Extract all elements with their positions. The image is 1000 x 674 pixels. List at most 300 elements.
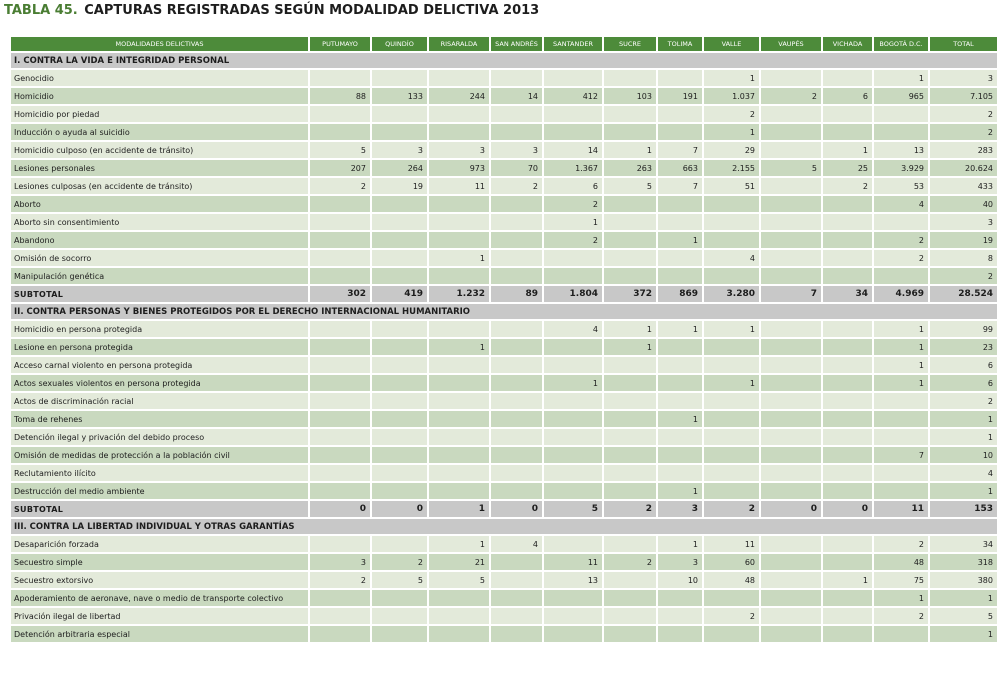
value-cell: [429, 321, 489, 337]
value-cell: [310, 411, 370, 427]
value-cell: [704, 429, 759, 445]
value-cell: [761, 590, 821, 606]
value-cell: 1: [544, 375, 602, 391]
value-cell: [372, 196, 427, 212]
value-cell: [823, 608, 872, 624]
value-cell: [372, 411, 427, 427]
value-cell: 4: [491, 536, 542, 552]
value-cell: 1.367: [544, 160, 602, 176]
subtotal-cell: 0: [310, 501, 370, 517]
value-cell: [823, 268, 872, 284]
value-cell: [372, 375, 427, 391]
value-cell: 8: [930, 250, 997, 266]
column-header: VAUPÉS: [761, 37, 821, 51]
row-label: Toma de rehenes: [11, 411, 308, 427]
value-cell: 2: [930, 393, 997, 409]
value-cell: [823, 554, 872, 570]
value-cell: 6: [544, 178, 602, 194]
table-row: [11, 88, 997, 104]
value-cell: 2: [823, 178, 872, 194]
value-cell: 5: [429, 572, 489, 588]
value-cell: 1.037: [704, 88, 759, 104]
column-header: QUINDÍO: [372, 37, 427, 51]
row-label: Lesione en persona protegida: [11, 339, 308, 355]
value-cell: [544, 124, 602, 140]
value-cell: 75: [874, 572, 928, 588]
value-cell: 7.105: [930, 88, 997, 104]
value-cell: [372, 483, 427, 499]
value-cell: [429, 375, 489, 391]
value-cell: [823, 339, 872, 355]
value-cell: 13: [544, 572, 602, 588]
value-cell: [761, 70, 821, 86]
value-cell: [704, 465, 759, 481]
value-cell: [704, 411, 759, 427]
table-row: [11, 429, 997, 445]
value-cell: 1: [429, 250, 489, 266]
value-cell: [310, 393, 370, 409]
row-label: Abandono: [11, 232, 308, 248]
value-cell: [491, 447, 542, 463]
value-cell: [491, 590, 542, 606]
subtotal-cell: 11: [874, 501, 928, 517]
value-cell: [874, 268, 928, 284]
value-cell: [823, 465, 872, 481]
value-cell: 2: [310, 572, 370, 588]
value-cell: 133: [372, 88, 427, 104]
value-cell: [429, 196, 489, 212]
subtotal-cell: 7: [761, 286, 821, 302]
value-cell: [429, 483, 489, 499]
column-header: SUCRE: [604, 37, 656, 51]
value-cell: [544, 590, 602, 606]
value-cell: [491, 626, 542, 642]
value-cell: [604, 250, 656, 266]
value-cell: [372, 357, 427, 373]
value-cell: [372, 339, 427, 355]
value-cell: [310, 536, 370, 552]
value-cell: 2: [491, 178, 542, 194]
column-header: TOTAL: [930, 37, 997, 51]
value-cell: 264: [372, 160, 427, 176]
value-cell: [823, 411, 872, 427]
value-cell: [761, 393, 821, 409]
value-cell: [491, 339, 542, 355]
value-cell: 1: [544, 214, 602, 230]
value-cell: 99: [930, 321, 997, 337]
subtotal-cell: 1.804: [544, 286, 602, 302]
row-label: Homicidio por piedad: [11, 106, 308, 122]
value-cell: [704, 268, 759, 284]
table-row: [11, 339, 997, 355]
table-number: TABLA 45.: [4, 3, 78, 18]
subtotal-cell: 869: [658, 286, 702, 302]
value-cell: [704, 357, 759, 373]
value-cell: 663: [658, 160, 702, 176]
value-cell: 380: [930, 572, 997, 588]
value-cell: [310, 196, 370, 212]
value-cell: [310, 124, 370, 140]
value-cell: 3: [930, 214, 997, 230]
subtotal-cell: 0: [761, 501, 821, 517]
row-label: Desaparición forzada: [11, 536, 308, 552]
column-header: VALLE: [704, 37, 759, 51]
row-label: Homicidio culposo (en accidente de tránsito): [11, 142, 308, 158]
value-cell: [604, 375, 656, 391]
value-cell: [491, 106, 542, 122]
value-cell: 1: [658, 321, 702, 337]
value-cell: [823, 626, 872, 642]
value-cell: [604, 357, 656, 373]
value-cell: 53: [874, 178, 928, 194]
value-cell: 5: [310, 142, 370, 158]
value-cell: [874, 393, 928, 409]
value-cell: 1: [704, 70, 759, 86]
value-cell: [823, 357, 872, 373]
value-cell: [761, 268, 821, 284]
value-cell: [761, 196, 821, 212]
table-row: [11, 178, 997, 194]
table-row: [11, 375, 997, 391]
value-cell: 2: [310, 178, 370, 194]
value-cell: 244: [429, 88, 489, 104]
value-cell: 40: [930, 196, 997, 212]
subtotal-cell: 419: [372, 286, 427, 302]
row-label: Privación ilegal de libertad: [11, 608, 308, 624]
value-cell: [429, 124, 489, 140]
subtotal-cell: 0: [491, 501, 542, 517]
value-cell: [429, 232, 489, 248]
table-row: [11, 106, 997, 122]
subtotal-cell: 0: [823, 501, 872, 517]
value-cell: [491, 429, 542, 445]
value-cell: [372, 124, 427, 140]
value-cell: 21: [429, 554, 489, 570]
value-cell: [761, 536, 821, 552]
value-cell: [544, 626, 602, 642]
value-cell: [604, 393, 656, 409]
value-cell: [604, 196, 656, 212]
value-cell: 1: [658, 483, 702, 499]
value-cell: [544, 411, 602, 427]
value-cell: 11: [429, 178, 489, 194]
value-cell: 2: [930, 268, 997, 284]
value-cell: [429, 608, 489, 624]
value-cell: 23: [930, 339, 997, 355]
value-cell: 1: [604, 321, 656, 337]
table-row: [11, 70, 997, 86]
value-cell: 4: [874, 196, 928, 212]
row-label: Omisión de socorro: [11, 250, 308, 266]
value-cell: 6: [930, 357, 997, 373]
table-row: [11, 214, 997, 230]
value-cell: 7: [874, 447, 928, 463]
value-cell: [544, 250, 602, 266]
table-row: [11, 554, 997, 570]
value-cell: [704, 232, 759, 248]
value-cell: [761, 124, 821, 140]
value-cell: 318: [930, 554, 997, 570]
value-cell: 3.929: [874, 160, 928, 176]
row-label: Apoderamiento de aeronave, nave o medio de transporte colectivo: [11, 590, 308, 606]
value-cell: [491, 196, 542, 212]
value-cell: [544, 536, 602, 552]
table-row: [11, 357, 997, 373]
value-cell: 1: [874, 70, 928, 86]
value-cell: 3: [658, 554, 702, 570]
value-cell: 2: [874, 232, 928, 248]
value-cell: 2: [544, 196, 602, 212]
value-cell: 13: [874, 142, 928, 158]
value-cell: 1: [874, 357, 928, 373]
value-cell: [761, 357, 821, 373]
value-cell: [761, 429, 821, 445]
table-row: [11, 411, 997, 427]
value-cell: 2: [604, 554, 656, 570]
row-label: Detención arbitraria especial: [11, 626, 308, 642]
row-label: Homicidio: [11, 88, 308, 104]
value-cell: [310, 483, 370, 499]
row-label: Destrucción del medio ambiente: [11, 483, 308, 499]
section-header-row: [11, 304, 997, 319]
value-cell: [604, 106, 656, 122]
value-cell: [544, 393, 602, 409]
column-header: SANTANDER: [544, 37, 602, 51]
subtotal-cell: 5: [544, 501, 602, 517]
value-cell: [491, 214, 542, 230]
table-row: [11, 536, 997, 552]
value-cell: [310, 429, 370, 445]
value-cell: 2.155: [704, 160, 759, 176]
value-cell: [372, 106, 427, 122]
value-cell: [372, 321, 427, 337]
value-cell: 5: [930, 608, 997, 624]
table-row: [11, 196, 997, 212]
subtotal-cell: 372: [604, 286, 656, 302]
value-cell: 1: [874, 339, 928, 355]
value-cell: 14: [491, 88, 542, 104]
value-cell: [604, 429, 656, 445]
table-row: [11, 590, 997, 606]
value-cell: [429, 393, 489, 409]
value-cell: 3: [491, 142, 542, 158]
value-cell: 2: [930, 106, 997, 122]
row-label: Aborto: [11, 196, 308, 212]
column-header: MODALIDADES DELICTIVAS: [11, 37, 308, 51]
value-cell: [658, 339, 702, 355]
value-cell: [823, 590, 872, 606]
value-cell: [372, 590, 427, 606]
value-cell: [544, 268, 602, 284]
value-cell: [310, 70, 370, 86]
value-cell: [658, 626, 702, 642]
value-cell: [823, 321, 872, 337]
subtotal-row: [11, 501, 997, 517]
subtotal-cell: 28.524: [930, 286, 997, 302]
value-cell: [491, 572, 542, 588]
value-cell: 2: [704, 106, 759, 122]
value-cell: [823, 250, 872, 266]
value-cell: 2: [874, 536, 928, 552]
table-row: [11, 142, 997, 158]
value-cell: [604, 124, 656, 140]
value-cell: [823, 536, 872, 552]
value-cell: [823, 429, 872, 445]
value-cell: [874, 411, 928, 427]
subtotal-cell: 2: [704, 501, 759, 517]
value-cell: [604, 447, 656, 463]
table-row: [11, 250, 997, 266]
value-cell: [429, 447, 489, 463]
value-cell: [704, 483, 759, 499]
value-cell: 1: [874, 321, 928, 337]
table-row: [11, 608, 997, 624]
value-cell: [658, 590, 702, 606]
value-cell: [823, 232, 872, 248]
value-cell: [658, 447, 702, 463]
table-row: [11, 160, 997, 176]
header-row: [11, 37, 997, 51]
value-cell: 1: [930, 483, 997, 499]
value-cell: [604, 232, 656, 248]
value-cell: [491, 375, 542, 391]
value-cell: [372, 608, 427, 624]
row-label: Secuestro extorsivo: [11, 572, 308, 588]
row-label: Inducción o ayuda al suicidio: [11, 124, 308, 140]
value-cell: 2: [372, 554, 427, 570]
value-cell: [544, 357, 602, 373]
value-cell: [429, 214, 489, 230]
value-cell: 412: [544, 88, 602, 104]
value-cell: [491, 608, 542, 624]
value-cell: 11: [544, 554, 602, 570]
value-cell: [761, 608, 821, 624]
value-cell: 48: [704, 572, 759, 588]
value-cell: [704, 626, 759, 642]
value-cell: 433: [930, 178, 997, 194]
value-cell: [372, 268, 427, 284]
value-cell: [310, 375, 370, 391]
value-cell: 14: [544, 142, 602, 158]
value-cell: [429, 357, 489, 373]
value-cell: 1: [704, 321, 759, 337]
section-title: II. CONTRA PERSONAS Y BIENES PROTEGIDOS POR EL DERECHO INTERNACIONAL HUMANITARIO: [11, 304, 997, 319]
value-cell: [491, 70, 542, 86]
value-cell: [874, 124, 928, 140]
value-cell: [658, 375, 702, 391]
subtotal-cell: 1.232: [429, 286, 489, 302]
value-cell: [604, 572, 656, 588]
value-cell: [658, 196, 702, 212]
column-header: SAN ANDRÉS: [491, 37, 542, 51]
value-cell: [429, 626, 489, 642]
value-cell: 2: [544, 232, 602, 248]
value-cell: 103: [604, 88, 656, 104]
value-cell: [372, 429, 427, 445]
value-cell: [761, 106, 821, 122]
value-cell: [604, 483, 656, 499]
value-cell: 1: [823, 142, 872, 158]
value-cell: 283: [930, 142, 997, 158]
value-cell: [491, 268, 542, 284]
value-cell: [372, 465, 427, 481]
row-label: Reclutamiento ilícito: [11, 465, 308, 481]
section-header-row: [11, 519, 997, 534]
value-cell: [491, 554, 542, 570]
value-cell: [491, 321, 542, 337]
value-cell: [604, 411, 656, 427]
subtotal-cell: 34: [823, 286, 872, 302]
value-cell: 1: [930, 590, 997, 606]
table-row: [11, 268, 997, 284]
subtotal-cell: 4.969: [874, 286, 928, 302]
value-cell: 2: [874, 250, 928, 266]
value-cell: [544, 339, 602, 355]
value-cell: [429, 411, 489, 427]
subtotal-cell: 2: [604, 501, 656, 517]
value-cell: [429, 465, 489, 481]
value-cell: [310, 357, 370, 373]
value-cell: 1: [874, 375, 928, 391]
value-cell: [604, 214, 656, 230]
value-cell: [491, 465, 542, 481]
row-label: Acceso carnal violento en persona protegida: [11, 357, 308, 373]
table-title: [4, 3, 539, 21]
value-cell: 5: [604, 178, 656, 194]
value-cell: [544, 106, 602, 122]
value-cell: [874, 465, 928, 481]
value-cell: 1: [704, 375, 759, 391]
value-cell: 88: [310, 88, 370, 104]
value-cell: [874, 429, 928, 445]
value-cell: [310, 321, 370, 337]
value-cell: 1: [930, 626, 997, 642]
subtotal-row: [11, 286, 997, 302]
value-cell: [491, 232, 542, 248]
value-cell: [761, 465, 821, 481]
value-cell: 207: [310, 160, 370, 176]
value-cell: 1: [930, 429, 997, 445]
value-cell: 1: [658, 232, 702, 248]
row-label: Secuestro simple: [11, 554, 308, 570]
value-cell: 60: [704, 554, 759, 570]
value-cell: [704, 590, 759, 606]
table-row: [11, 321, 997, 337]
value-cell: 7: [658, 178, 702, 194]
value-cell: 19: [372, 178, 427, 194]
value-cell: [658, 214, 702, 230]
value-cell: [658, 429, 702, 445]
value-cell: [761, 572, 821, 588]
table-body: [11, 53, 997, 642]
value-cell: [310, 214, 370, 230]
table-name: CAPTURAS REGISTRADAS SEGÚN MODALIDAD DELICTIVA 2013: [84, 3, 540, 18]
value-cell: [604, 608, 656, 624]
value-cell: [429, 106, 489, 122]
value-cell: [429, 268, 489, 284]
value-cell: [704, 196, 759, 212]
value-cell: 1: [874, 590, 928, 606]
row-label: Aborto sin consentimiento: [11, 214, 308, 230]
value-cell: 1: [704, 124, 759, 140]
subtotal-cell: 302: [310, 286, 370, 302]
section-header-row: [11, 53, 997, 68]
value-cell: [429, 590, 489, 606]
value-cell: 3: [930, 70, 997, 86]
row-label: Genocidio: [11, 70, 308, 86]
value-cell: [544, 608, 602, 624]
value-cell: [310, 339, 370, 355]
